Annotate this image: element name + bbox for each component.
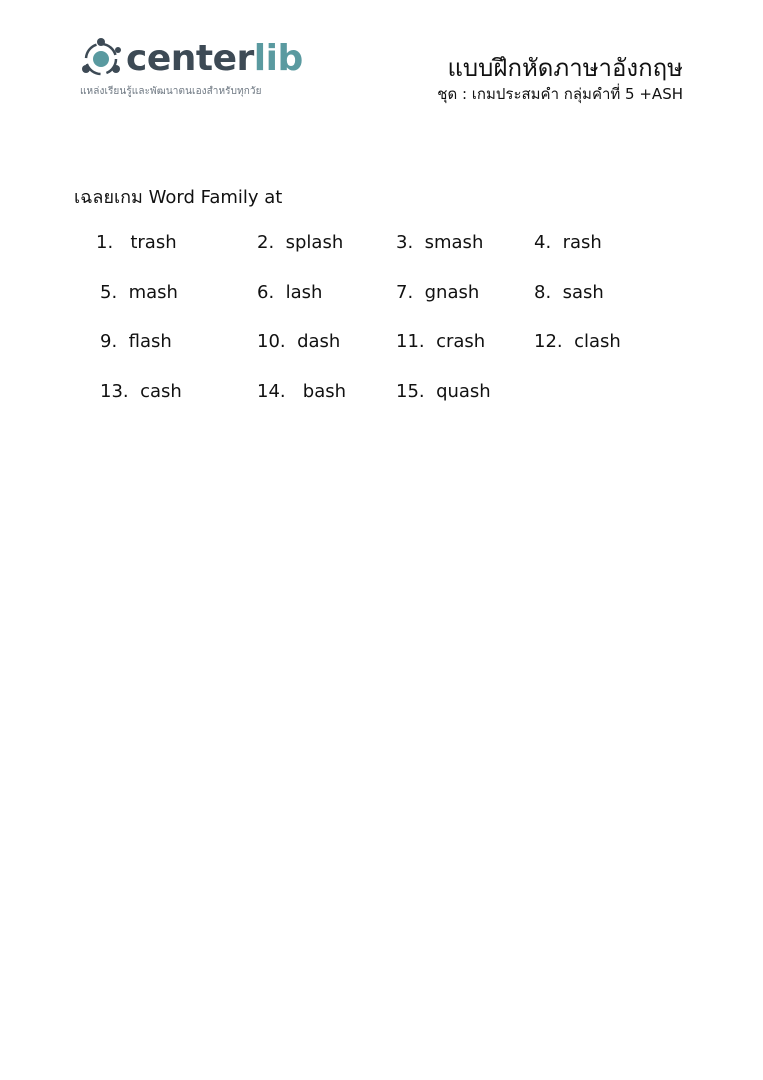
worksheet-subtitle: ชุด : เกมประสมคำ กลุ่มคำที่ 5 +ASH [437, 85, 683, 103]
logo-wordmark [126, 34, 303, 84]
answer-item: 9. flash [100, 331, 172, 352]
answer-item: 11. crash [396, 331, 486, 352]
answer-item: 6. lash [257, 282, 323, 303]
logo-word-center: center [126, 38, 254, 79]
answer-item: 4. rash [534, 232, 602, 253]
answer-item: 1. trash [96, 232, 177, 253]
answer-item: 5. mash [100, 282, 178, 303]
answer-item: 2. splash [257, 232, 344, 253]
answer-key-heading: เฉลยเกม Word Family at [74, 187, 283, 208]
answer-item: 15. quash [396, 381, 491, 402]
logo-word-lib: lib [253, 38, 303, 79]
logo-tagline: แหล่งเรียนรู้และพัฒนาตนเองสำหรับทุกวัย [80, 86, 262, 97]
molecule-dots-icon [78, 36, 124, 82]
centerlib-logo [78, 34, 303, 100]
answer-item: 7. gnash [396, 282, 480, 303]
answer-item: 12. clash [534, 331, 621, 352]
answer-item: 10. dash [257, 331, 341, 352]
answer-item: 3. smash [396, 232, 484, 253]
answer-item: 14. bash [257, 381, 347, 402]
worksheet-title: แบบฝึกหัดภาษาอังกฤษ [447, 54, 683, 82]
answer-item: 13. cash [100, 381, 182, 402]
answer-item: 8. sash [534, 282, 604, 303]
